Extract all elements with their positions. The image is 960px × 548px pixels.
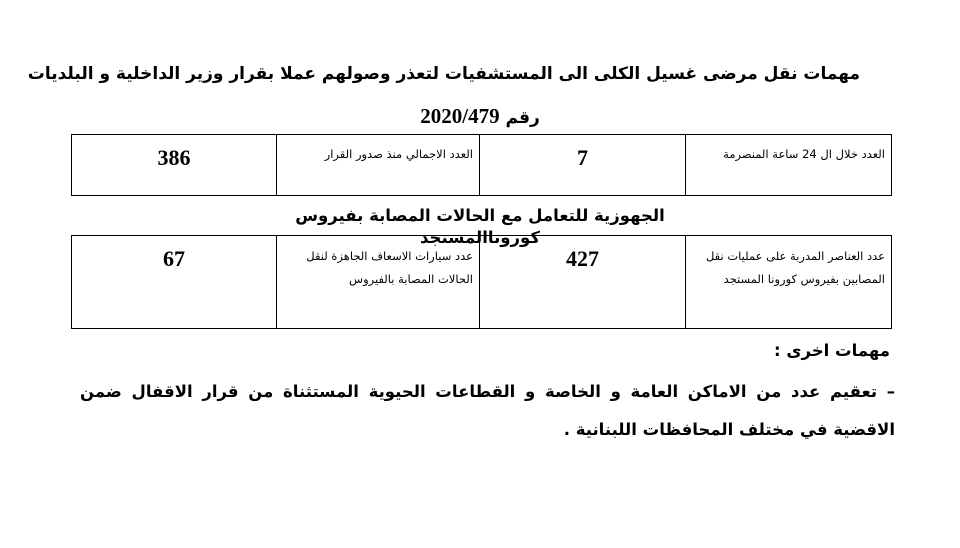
value-trained-personnel: 427 xyxy=(480,236,686,329)
label-24h: العدد خلال ال 24 ساعة المنصرمة xyxy=(686,135,892,196)
label-total: العدد الاجمالي منذ صدور القرار xyxy=(277,135,480,196)
value-total: 386 xyxy=(72,135,277,196)
other-tasks-heading: مهمات اخرى : xyxy=(774,341,890,360)
label-ambulances: عدد سيارات الاسعاف الجاهزة لنقل الحالات المصابة بالفيروس xyxy=(277,236,480,329)
readiness-heading: الجهوزية للتعامل مع الحالات المصابة بفيروس كوروناالمستجد xyxy=(295,206,665,247)
transport-stats-table xyxy=(71,134,892,196)
value-24h: 7 xyxy=(480,135,686,196)
decision-number: 2020/479 xyxy=(420,104,500,128)
other-tasks-item: – تعقيم عدد من الاماكن العامة و الخاصة و القطاعات الحيوية المستثناة من قرار الاقفال ضمن الاقضية في مختلف المحافظات اللبنانية . xyxy=(80,382,895,439)
table-row xyxy=(72,236,892,329)
document-title: مهمات نقل مرضى غسيل الكلى الى المستشفيات لتعذر وصولهم عملا بقرار وزير الداخلية و البلديات xyxy=(27,64,860,84)
table-row xyxy=(72,135,892,196)
decision-prefix: رقم xyxy=(505,108,540,128)
readiness-stats-table xyxy=(71,235,892,329)
label-trained-personnel: عدد العناصر المدربة على عمليات نقل المصابين بفيروس كورونا المستجد xyxy=(686,236,892,329)
value-ambulances: 67 xyxy=(72,236,277,329)
decision-number-line xyxy=(300,104,660,130)
